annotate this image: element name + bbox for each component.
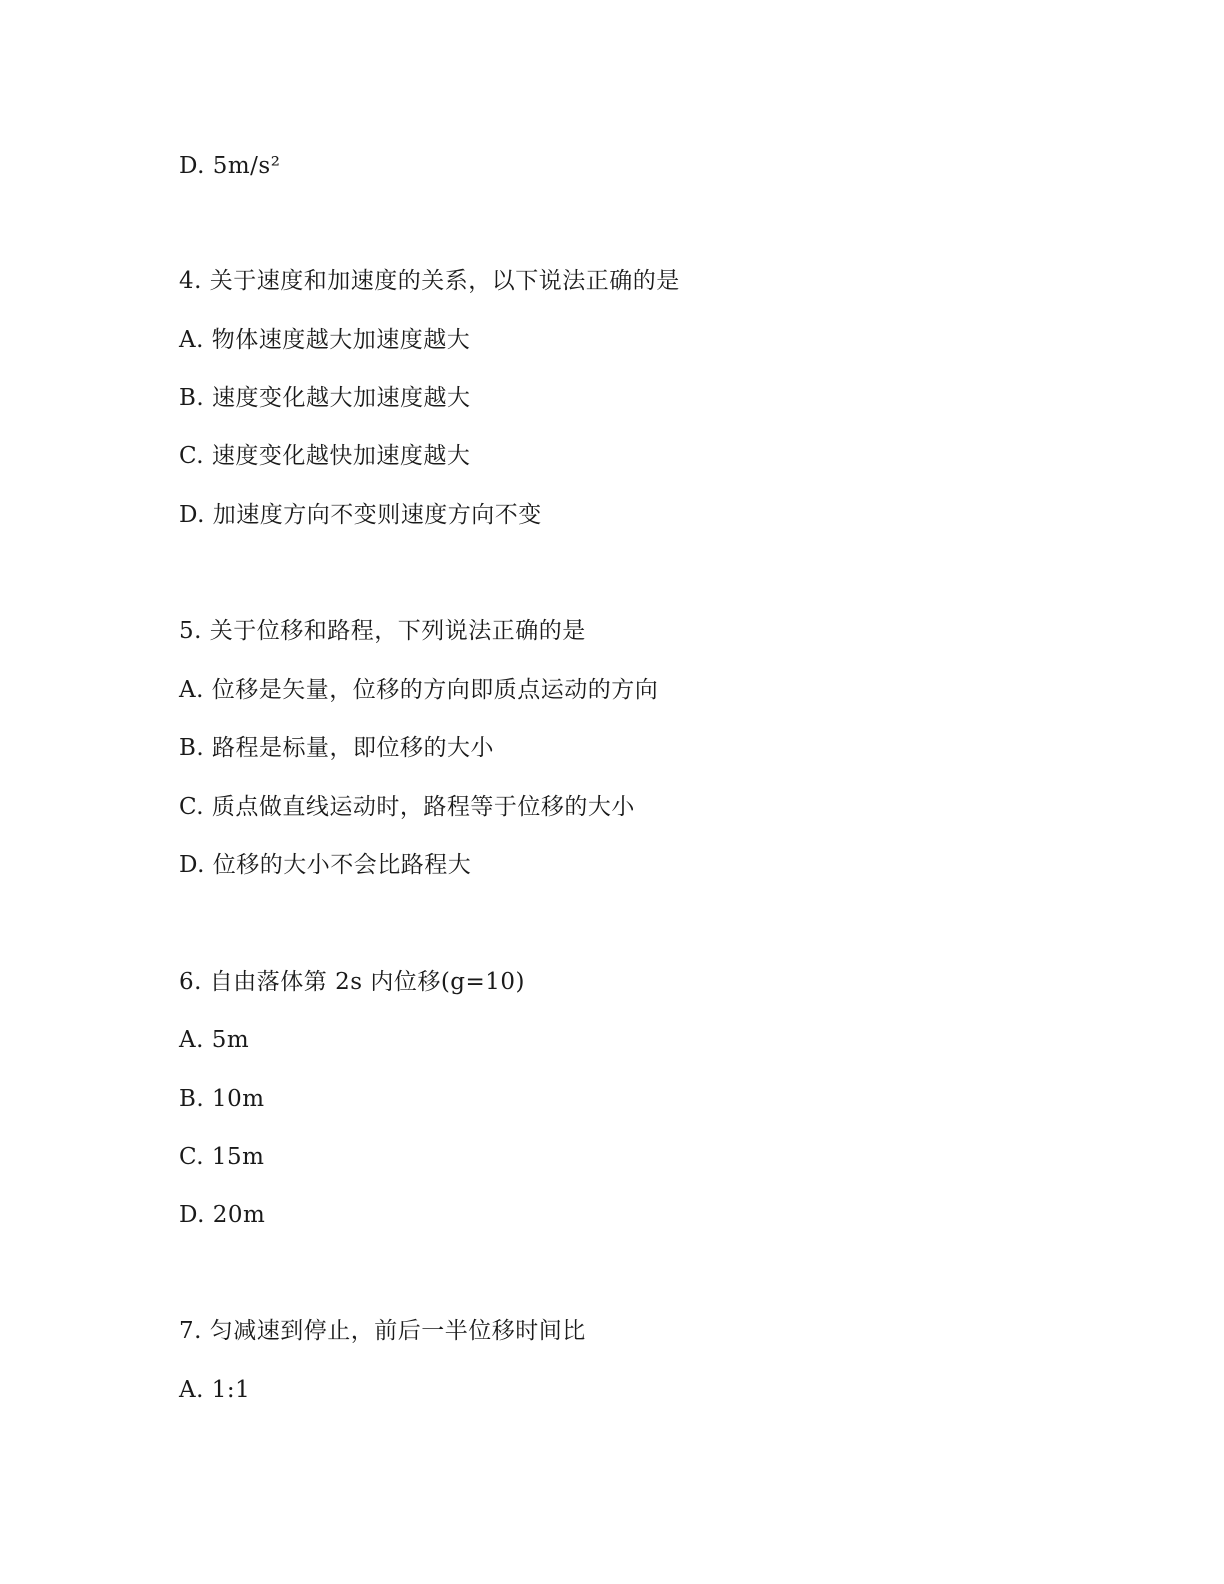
question-7-stem: 7. 匀减速到停止，前后一半位移时间比: [179, 1318, 586, 1344]
question-5-stem: 5. 关于位移和路程，下列说法正确的是: [179, 618, 586, 644]
question-4-option-c: C. 速度变化越快加速度越大: [179, 443, 471, 469]
question-7-option-a: A. 1:1: [179, 1377, 251, 1403]
question-3-option-d: D. 5m/s²: [179, 153, 281, 179]
question-4-option-a: A. 物体速度越大加速度越大: [179, 327, 471, 353]
question-4-stem: 4. 关于速度和加速度的关系，以下说法正确的是: [179, 268, 680, 294]
question-6-option-c: C. 15m: [179, 1144, 265, 1170]
question-5-option-b: B. 路程是标量，即位移的大小: [179, 735, 495, 761]
question-4-option-b: B. 速度变化越大加速度越大: [179, 385, 471, 411]
question-6-option-a: A. 5m: [179, 1027, 250, 1053]
question-5-option-d: D. 位移的大小不会比路程大: [179, 852, 472, 878]
question-5-option-c: C. 质点做直线运动时，路程等于位移的大小: [179, 794, 635, 820]
question-6-stem: 6. 自由落体第 2s 内位移(g=10): [179, 969, 526, 995]
question-4-option-d: D. 加速度方向不变则速度方向不变: [179, 502, 542, 528]
question-6-option-d: D. 20m: [179, 1202, 266, 1228]
question-6-option-b: B. 10m: [179, 1086, 265, 1112]
question-5-option-a: A. 位移是矢量，位移的方向即质点运动的方向: [179, 677, 659, 703]
